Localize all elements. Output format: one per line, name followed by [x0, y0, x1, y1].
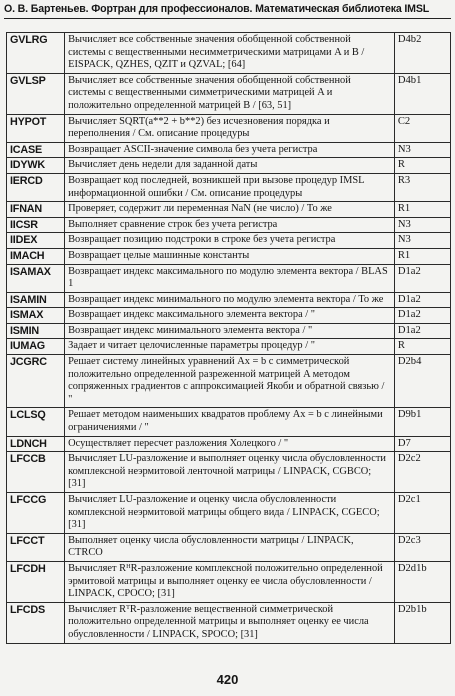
procedure-name: IMACH [7, 248, 65, 264]
procedure-description: Возвращает позицию подстроки в строке без учета регистра [65, 233, 395, 249]
gams-class: N3 [394, 233, 450, 249]
header-rule [4, 18, 451, 19]
procedure-name: GVLRG [7, 33, 65, 74]
procedure-description: Проверяет, содержит ли переменная NaN (не число) / То же [65, 202, 395, 218]
procedure-description: Вычисляет день недели для заданной даты [65, 158, 395, 174]
procedure-name: IDYWK [7, 158, 65, 174]
gams-class: D1a2 [394, 292, 450, 308]
gams-class: D7 [394, 436, 450, 452]
table-row [7, 339, 451, 355]
procedure-description: Возвращает индекс максимального по модулю элемента вектора / BLAS 1 [65, 264, 395, 292]
table-row [7, 248, 451, 264]
procedure-name: LDNCH [7, 436, 65, 452]
gams-class: D4b1 [394, 73, 450, 114]
procedure-name: ICASE [7, 142, 65, 158]
gams-class: D1a2 [394, 264, 450, 292]
table-row [7, 158, 451, 174]
gams-class: D2c1 [394, 493, 450, 534]
gams-class: R1 [394, 248, 450, 264]
gams-class: D2b1b [394, 602, 450, 643]
procedure-description: Вычисляет все собственные значения обобщенной собственной системы с вещественными несимметрическими матрицами A и B / EISPACK, QZHES, QZIT и QZVAL; [64] [65, 33, 395, 74]
gams-class: D1a2 [394, 308, 450, 324]
page-number: 420 [216, 672, 239, 687]
gams-class: D2c3 [394, 533, 450, 561]
procedure-name: IUMAG [7, 339, 65, 355]
table-row [7, 436, 451, 452]
table-row [7, 323, 451, 339]
procedure-name: LFCDS [7, 602, 65, 643]
procedure-description: Решает систему линейных уравнений Ax = b с симметрической положительно определенной разреженной матрицей A методом сопряженных градиентов с аппроксимацией Якоби и обратной связью / " [65, 355, 395, 408]
procedure-name: LCLSQ [7, 408, 65, 436]
gams-class: R [394, 339, 450, 355]
table-row [7, 292, 451, 308]
procedure-description: Вычисляет LU-разложение и выполняет оценку числа обусловленности комплексной неэрмитовой ленточной матрицы / LINPACK, CGBCO; [31] [65, 452, 395, 493]
procedure-name: LFCCT [7, 533, 65, 561]
table-row [7, 114, 451, 142]
table-row [7, 217, 451, 233]
procedure-table [6, 32, 451, 644]
procedure-description: Возвращает целые машинные константы [65, 248, 395, 264]
table-row [7, 408, 451, 436]
procedure-name: IICSR [7, 217, 65, 233]
procedure-description: Возвращает индекс минимального по модулю элемента вектора / То же [65, 292, 395, 308]
table-row [7, 173, 451, 201]
table-row [7, 142, 451, 158]
procedure-name: IERCD [7, 173, 65, 201]
procedure-description: Вычисляет LU-разложение и оценку числа обусловленности комплексной неэрмитовой матрицы общего вида / LINPACK, CGECO; [31] [65, 493, 395, 534]
table-row [7, 452, 451, 493]
procedure-name: GVLSP [7, 73, 65, 114]
table-row [7, 561, 451, 602]
table-row [7, 33, 451, 74]
table-row [7, 264, 451, 292]
gams-class: D2b4 [394, 355, 450, 408]
procedure-description: Решает методом наименьших квадратов проблему Ax = b с линейными ограничениями / " [65, 408, 395, 436]
procedure-name: ISAMAX [7, 264, 65, 292]
procedure-name: LFCCB [7, 452, 65, 493]
gams-class: R1 [394, 202, 450, 218]
gams-class: D1a2 [394, 323, 450, 339]
table-row [7, 533, 451, 561]
table-row [7, 73, 451, 114]
gams-class: D2c2 [394, 452, 450, 493]
procedure-name: JCGRC [7, 355, 65, 408]
gams-class: N3 [394, 142, 450, 158]
table-row [7, 493, 451, 534]
procedure-description: Задает и читает целочисленные параметры процедур / " [65, 339, 395, 355]
gams-class: D4b2 [394, 33, 450, 74]
gams-class: D9b1 [394, 408, 450, 436]
procedure-description: Возвращает индекс минимального элемента вектора / " [65, 323, 395, 339]
table-row [7, 602, 451, 643]
procedure-name: IFNAN [7, 202, 65, 218]
procedure-description: Вычисляет RᴴR-разложение комплексной положительно определенной эрмитовой матрицы и выполняет оценку ее числа обусловленности / LINPACK, CPOCO; [31] [65, 561, 395, 602]
procedure-name: ISAMIN [7, 292, 65, 308]
procedure-description: Возвращает индекс максимального элемента вектора / " [65, 308, 395, 324]
procedure-name: HYPOT [7, 114, 65, 142]
gams-class: N3 [394, 217, 450, 233]
procedure-description: Осуществляет пересчет разложения Холецкого / " [65, 436, 395, 452]
procedure-name: LFCDH [7, 561, 65, 602]
gams-class: R3 [394, 173, 450, 201]
procedure-name: LFCCG [7, 493, 65, 534]
table-row [7, 308, 451, 324]
gams-class: D2d1b [394, 561, 450, 602]
procedure-name: ISMAX [7, 308, 65, 324]
procedure-description: Вычисляет SQRT(a**2 + b**2) без исчезновения порядка и переполнения / См. описание процедуры [65, 114, 395, 142]
running-header: О. В. Бартеньев. Фортран для профессионалов. Математическая библиотека IMSL [4, 3, 430, 15]
procedure-name: IIDEX [7, 233, 65, 249]
gams-class: C2 [394, 114, 450, 142]
procedure-name: ISMIN [7, 323, 65, 339]
gams-class: R [394, 158, 450, 174]
procedure-description: Возвращает ASCII-значение символа без учета регистра [65, 142, 395, 158]
procedure-description: Выполняет сравнение строк без учета регистра [65, 217, 395, 233]
procedure-description: Вычисляет RᵀR-разложение вещественной симметрической положительно определенной матрицы и выполняет оценку ее числа обусловленности / LINPACK, SPOCO; [31] [65, 602, 395, 643]
procedure-description: Возвращает код последней, возникшей при вызове процедур IMSL информационной ошибки / См. описание процедуры [65, 173, 395, 201]
table-row [7, 355, 451, 408]
table-row [7, 233, 451, 249]
table-row [7, 202, 451, 218]
procedure-description: Выполняет оценку числа обусловленности матрицы / LINPACK, CTRCO [65, 533, 395, 561]
procedure-description: Вычисляет все собственные значения обобщенной собственной системы с вещественными симметрическими матрицей A и положительно определенной матрицей B / [63, 51] [65, 73, 395, 114]
